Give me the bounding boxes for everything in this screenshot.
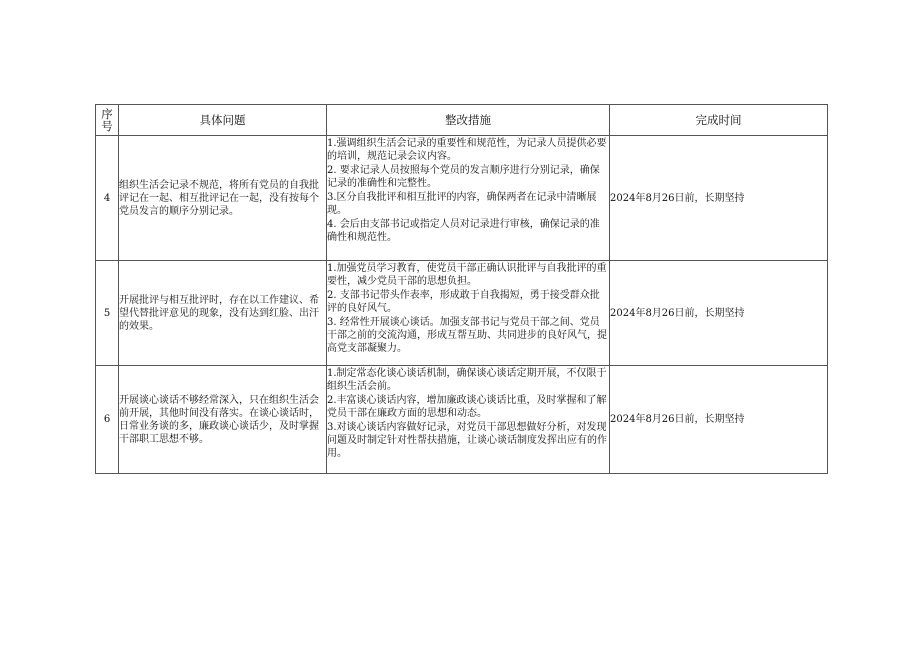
- header-serial-number: 序号: [96, 105, 119, 136]
- measures-cell: [327, 136, 610, 261]
- rectification-table: [95, 104, 828, 474]
- measures-cell: [327, 261, 610, 366]
- measures-cell: [327, 366, 610, 474]
- measure-item: 3.对谈心谈话内容做好记录，对党员干部思想做好分析，对发现问题及时制定针对性帮扶措施，让谈心谈话制度发挥出应有的作用。: [327, 422, 607, 459]
- serial-number: 4: [96, 136, 119, 261]
- measure-item: 2.丰富谈心谈话内容，增加廉政谈心谈话比重，及时掌握和了解党员干部在廉政方面的思想和动态。: [327, 395, 607, 419]
- table-row: [96, 261, 828, 366]
- measure-item: 1.加强党员学习教育，使党员干部正确认识批评与自我批评的重要性，减少党员干部的思想负担。: [327, 263, 607, 287]
- header-row: [96, 105, 828, 136]
- serial-number: 6: [96, 366, 119, 474]
- measure-item: 1.强调组织生活会记录的重要性和规范性，为记录人员提供必要的培训，规范记录会议内容。: [327, 138, 607, 162]
- measure-item: 3.区分自我批评和相互批评的内容，确保两者在记录中清晰展现。: [327, 192, 597, 216]
- table-row: [96, 366, 828, 474]
- issue-text: 开展谈心谈话不够经常深入，只在组织生活会前开展，其他时间没有落实。在谈心谈话时，日常业务谈的多，廉政谈心谈话少，及时掌握干部职工思想不够。: [119, 366, 327, 474]
- completion-time: 2024年8月26日前，长期坚持: [610, 366, 828, 474]
- completion-time: 2024年8月26日前，长期坚持: [610, 261, 828, 366]
- serial-number: 5: [96, 261, 119, 366]
- completion-time: 2024年8月26日前，长期坚持: [610, 136, 828, 261]
- measure-item: 2. 要求记录人员按照每个党员的发言顺序进行分别记录，确保记录的准确性和完整性。: [327, 165, 600, 189]
- header-completion-time: 完成时间: [610, 105, 828, 136]
- issue-text: 组织生活会记录不规范，将所有党员的自我批评记在一起、相互批评记在一起，没有按每个党员发言的顺序分别记录。: [119, 136, 327, 261]
- measure-item: 4. 会后由支部书记或指定人员对记录进行审核，确保记录的准确性和规范性。: [327, 219, 600, 243]
- measure-item: 2. 支部书记带头作表率，形成敢于自我揭短，勇于接受群众批评的良好风气。: [327, 290, 600, 314]
- header-specific-issue: 具体问题: [119, 105, 327, 136]
- issue-text: 开展批评与相互批评时，存在以工作建议、希望代替批评意见的现象，没有达到红脸、出汗的效果。: [119, 261, 327, 366]
- table-row: [96, 136, 828, 261]
- header-rectification-measures: 整改措施: [327, 105, 610, 136]
- measure-item: 1.制定常态化谈心谈话机制，确保谈心谈话定期开展，不仅限于组织生活会前。: [327, 368, 607, 392]
- measure-item: 3. 经常性开展谈心谈话。加强支部书记与党员干部之间、党员干部之前的交流沟通，形成互帮互助、共同进步的良好风气，提高党支部凝聚力。: [327, 317, 607, 354]
